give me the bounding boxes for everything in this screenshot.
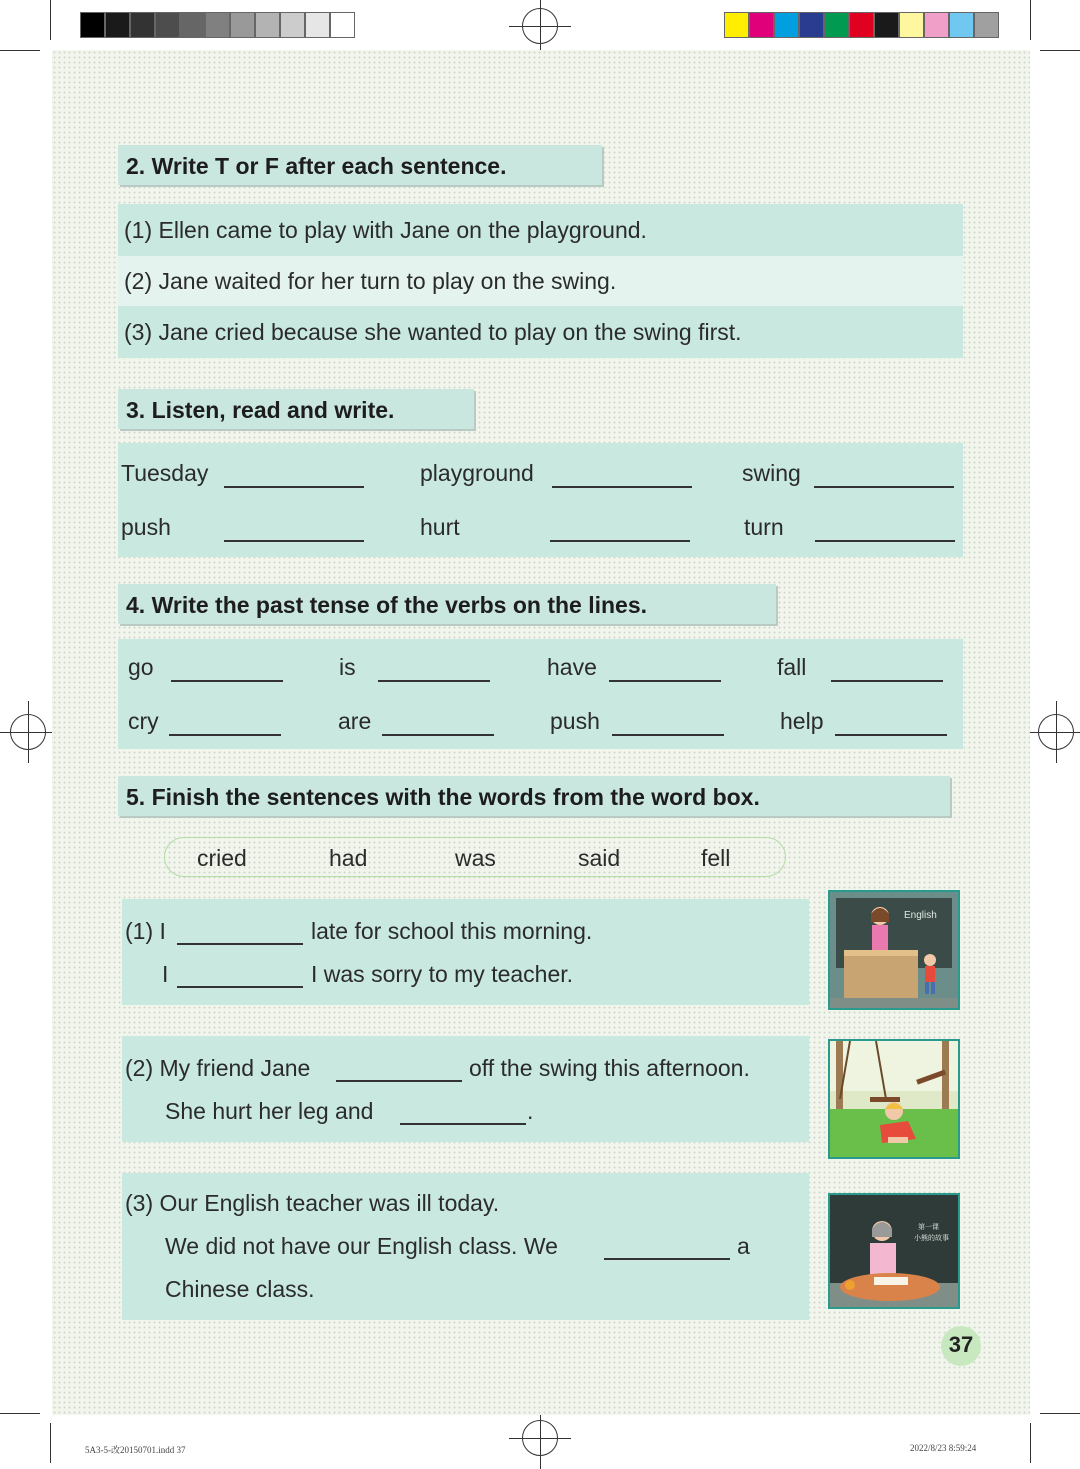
word-box-cried: cried: [197, 845, 247, 871]
q2-line1-start: (2) My friend Jane: [125, 1055, 311, 1081]
verb-go: go: [128, 654, 154, 680]
verb-fall: fall: [777, 654, 807, 680]
footer-file-info: 5A3-5-改20150701.indd 37: [85, 1445, 186, 1455]
answer-line[interactable]: [177, 986, 303, 988]
section-5-title: 5. Finish the sentences with the words from the word box.: [126, 784, 760, 810]
color-swatch: [974, 12, 999, 38]
answer-line[interactable]: [171, 680, 283, 682]
answer-line[interactable]: [604, 1258, 730, 1260]
answer-line[interactable]: [378, 680, 490, 682]
page-number-badge: [941, 1326, 981, 1366]
q1-line2-start: I: [162, 961, 169, 987]
section-3-header: [118, 389, 474, 429]
crop-mark: [50, 0, 51, 40]
color-swatch: [899, 12, 924, 38]
verb-is: is: [339, 654, 356, 680]
word-box-had: had: [329, 845, 368, 871]
word-hurt: hurt: [420, 514, 460, 540]
registration-mark-bottom: [522, 1420, 558, 1456]
answer-line[interactable]: [835, 734, 947, 736]
question-2-band: [122, 1036, 809, 1142]
answer-line[interactable]: [400, 1123, 526, 1125]
verb-help: help: [780, 708, 824, 734]
gray-swatch: [305, 12, 330, 38]
color-swatch: [724, 12, 749, 38]
word-push: push: [121, 514, 171, 540]
board-text-lesson: 第一课: [918, 1223, 939, 1231]
registration-mark-top: [522, 8, 558, 44]
verb-push: push: [550, 708, 600, 734]
q1-line1-end: late for school this morning.: [311, 918, 593, 944]
section-4-header: [118, 584, 776, 624]
section-4-title: 4. Write the past tense of the verbs on the lines.: [126, 592, 648, 618]
answer-line[interactable]: [609, 680, 721, 682]
question-1-band: [122, 899, 809, 1005]
answer-line[interactable]: [382, 734, 494, 736]
word-box-was: was: [455, 845, 496, 871]
crop-mark: [50, 1423, 51, 1463]
answer-line[interactable]: [814, 486, 954, 488]
answer-line[interactable]: [831, 680, 943, 682]
q2-line2-end: .: [527, 1098, 534, 1124]
color-bar: [724, 12, 999, 38]
answer-line[interactable]: [815, 540, 955, 542]
verb-are: are: [338, 708, 372, 734]
q3-line2-start: We did not have our English class. We: [165, 1233, 558, 1259]
section-5-header: [118, 776, 950, 816]
chinese-class-illustration: [828, 1193, 960, 1309]
tf-sentence-2: (2) Jane waited for her turn to play on the swing.: [124, 268, 617, 294]
footer-timestamp: 2022/8/23 8:59:24: [910, 1443, 977, 1453]
q3-line2-end: a: [737, 1233, 750, 1259]
section-4-band: [118, 639, 963, 749]
gray-swatch: [80, 12, 105, 38]
section-2-header: [118, 145, 602, 185]
answer-line[interactable]: [550, 540, 690, 542]
answer-line[interactable]: [336, 1080, 462, 1082]
q2-line2-start: She hurt her leg and: [165, 1098, 374, 1124]
answer-line[interactable]: [177, 943, 303, 945]
gray-swatch: [155, 12, 180, 38]
color-swatch: [824, 12, 849, 38]
crop-mark: [1040, 1413, 1080, 1414]
color-swatch: [949, 12, 974, 38]
answer-line[interactable]: [169, 734, 281, 736]
color-swatch: [749, 12, 774, 38]
q2-line1-end: off the swing this afternoon.: [469, 1055, 750, 1081]
page-number: 37: [948, 1332, 974, 1357]
word-box-fell: fell: [701, 845, 731, 871]
answer-line[interactable]: [612, 734, 724, 736]
word-turn: turn: [744, 514, 784, 540]
crop-mark: [1030, 0, 1031, 40]
answer-line[interactable]: [224, 540, 364, 542]
word-tuesday: Tuesday: [121, 460, 209, 486]
section-3-title: 3. Listen, read and write.: [126, 397, 395, 423]
word-box-said: said: [578, 845, 621, 871]
registration-mark-right: [1038, 714, 1074, 750]
gray-swatch: [230, 12, 255, 38]
gray-ramp-bar: [80, 12, 355, 38]
board-text-title: 小熊的故事: [914, 1234, 949, 1242]
crop-mark: [1030, 1423, 1031, 1463]
gray-swatch: [255, 12, 280, 38]
crop-mark: [0, 50, 40, 51]
color-swatch: [774, 12, 799, 38]
verb-cry: cry: [128, 708, 159, 734]
gray-swatch: [130, 12, 155, 38]
answer-line[interactable]: [224, 486, 364, 488]
tf-sentence-3: (3) Jane cried because she wanted to play on the swing first.: [124, 319, 742, 345]
gray-swatch: [205, 12, 230, 38]
q3-line3: Chinese class.: [165, 1276, 315, 1302]
color-swatch: [849, 12, 874, 38]
q1-line2-end: I was sorry to my teacher.: [311, 961, 574, 987]
classroom-late-illustration: [828, 890, 960, 1010]
board-text-english: English: [904, 910, 937, 921]
word-playground: playground: [420, 460, 534, 486]
crop-mark: [1040, 50, 1080, 51]
gray-swatch: [280, 12, 305, 38]
color-swatch: [924, 12, 949, 38]
q1-line1-start: (1) I: [125, 918, 166, 944]
gray-swatch: [105, 12, 130, 38]
verb-have: have: [547, 654, 597, 680]
color-swatch: [874, 12, 899, 38]
word-swing: swing: [742, 460, 801, 486]
gray-swatch: [330, 12, 355, 38]
swing-fall-illustration: [828, 1039, 960, 1159]
section-2-title: 2. Write T or F after each sentence.: [126, 153, 507, 179]
answer-line[interactable]: [552, 486, 692, 488]
gray-swatch: [180, 12, 205, 38]
color-swatch: [799, 12, 824, 38]
tf-sentence-1: (1) Ellen came to play with Jane on the playground.: [124, 217, 647, 243]
crop-mark: [0, 1413, 40, 1414]
registration-mark-left: [10, 714, 46, 750]
q3-line1: (3) Our English teacher was ill today.: [125, 1190, 500, 1216]
